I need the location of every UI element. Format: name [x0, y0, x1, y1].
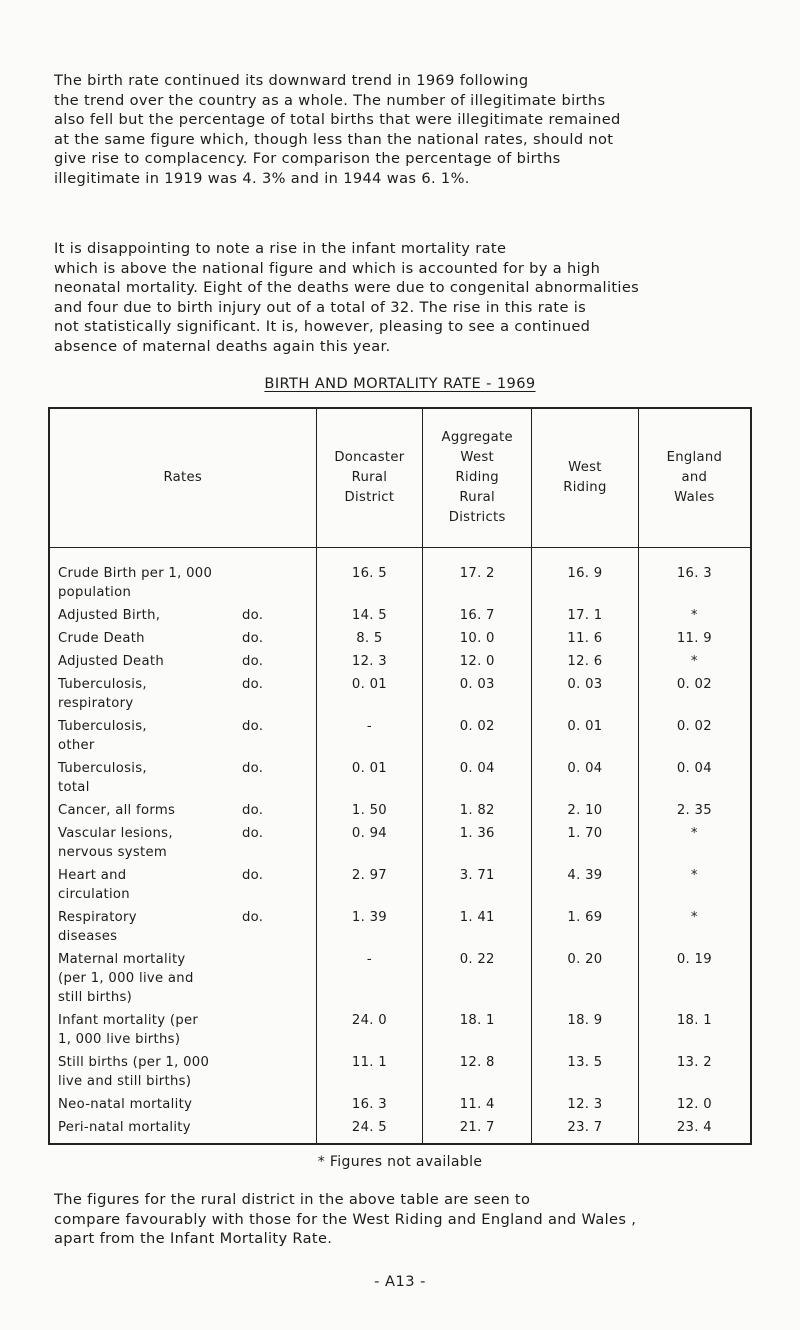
value-england-wales: 0. 04 — [638, 757, 751, 799]
value-doncaster-rural: 0. 01 — [316, 673, 423, 715]
birth-mortality-table — [48, 407, 752, 1145]
table-body — [49, 548, 751, 1145]
value-aggregate-west-riding-rural: 16. 7 — [423, 604, 532, 627]
row-label-line1: Tuberculosis, — [58, 761, 147, 776]
table-row — [49, 627, 751, 650]
value-doncaster-rural: - — [316, 948, 423, 1009]
page-number: - A13 - — [374, 1273, 426, 1290]
header-west-riding: West Riding — [532, 408, 639, 548]
value-doncaster-rural: 16. 3 — [316, 1093, 423, 1116]
row-label-line2: total — [58, 780, 90, 795]
row-label-cell — [49, 673, 316, 715]
row-label-line2: circulation — [58, 887, 130, 902]
table-row — [49, 1093, 751, 1116]
value-west-riding: 18. 9 — [532, 1009, 639, 1051]
value-doncaster-rural: 16. 5 — [316, 548, 423, 605]
intro-paragraph: The birth rate continued its downward trend in 1969 following the trend over the country as a whole. The number of illegitimate births also fell but the percentage of total births that were illegitimate remained at the same figure which, though less than the national rates, should not give rise to complacency. For comparison the percentage of births illegitimate in 1919 was 4. 3% and in 1944 was 6. 1%. — [54, 72, 621, 187]
value-doncaster-rural: 8. 5 — [316, 627, 423, 650]
value-west-riding: 0. 04 — [532, 757, 639, 799]
value-england-wales: 0. 19 — [638, 948, 751, 1009]
row-label-line2: other — [58, 738, 95, 753]
row-label-line1: Adjusted Death — [58, 654, 164, 669]
value-aggregate-west-riding-rural: 18. 1 — [423, 1009, 532, 1051]
value-west-riding: 11. 6 — [532, 627, 639, 650]
table-row — [49, 906, 751, 948]
table-title-wrapper — [0, 375, 800, 392]
value-doncaster-rural: - — [316, 715, 423, 757]
row-label-cell — [49, 1051, 316, 1093]
row-label-line1: Heart and — [58, 868, 127, 883]
value-doncaster-rural: 14. 5 — [316, 604, 423, 627]
row-label-cell — [49, 1116, 316, 1144]
value-west-riding: 12. 6 — [532, 650, 639, 673]
header-aggregate-west-riding-rural-districts: Aggregate West Riding Rural Districts — [423, 408, 532, 548]
row-label-line1: Peri-natal mortality — [58, 1120, 191, 1135]
row-label-line1: Infant mortality (per — [58, 1013, 199, 1028]
row-label-cell — [49, 799, 316, 822]
row-label-cell — [49, 864, 316, 906]
row-label-cell — [49, 948, 316, 1009]
row-label — [58, 801, 312, 820]
ditto-mark: do. — [242, 803, 264, 818]
table-row — [49, 757, 751, 799]
value-england-wales: * — [638, 822, 751, 864]
value-england-wales: 2. 35 — [638, 799, 751, 822]
value-aggregate-west-riding-rural: 17. 2 — [423, 548, 532, 605]
ditto-mark: do. — [242, 654, 264, 669]
value-doncaster-rural: 1. 39 — [316, 906, 423, 948]
row-label-line2: live and still births) — [58, 1074, 192, 1089]
table-row — [49, 715, 751, 757]
ditto-mark: do. — [242, 761, 264, 776]
value-doncaster-rural: 24. 0 — [316, 1009, 423, 1051]
row-label-cell — [49, 604, 316, 627]
row-label-line1: Neo-natal mortality — [58, 1097, 193, 1112]
value-aggregate-west-riding-rural: 12. 0 — [423, 650, 532, 673]
row-label — [58, 606, 312, 625]
table-row — [49, 799, 751, 822]
row-label-cell — [49, 627, 316, 650]
value-england-wales: 11. 9 — [638, 627, 751, 650]
value-west-riding: 23. 7 — [532, 1116, 639, 1144]
value-west-riding: 0. 01 — [532, 715, 639, 757]
value-england-wales: 18. 1 — [638, 1009, 751, 1051]
value-west-riding: 16. 9 — [532, 548, 639, 605]
value-aggregate-west-riding-rural: 1. 36 — [423, 822, 532, 864]
header-doncaster-rural-district: Doncaster Rural District — [316, 408, 423, 548]
conclusion-paragraph: The figures for the rural district in the above table are seen to compare favourably with those for the West Riding and England and Wales , apart from the Infant Mortality Rate. — [54, 1191, 637, 1248]
value-west-riding: 1. 70 — [532, 822, 639, 864]
value-west-riding: 0. 03 — [532, 673, 639, 715]
value-aggregate-west-riding-rural: 21. 7 — [423, 1116, 532, 1144]
value-west-riding: 4. 39 — [532, 864, 639, 906]
row-label — [58, 950, 312, 1007]
row-label-cell — [49, 650, 316, 673]
value-aggregate-west-riding-rural: 10. 0 — [423, 627, 532, 650]
table-row — [49, 673, 751, 715]
table-row — [49, 948, 751, 1009]
row-label-line2: diseases — [58, 929, 118, 944]
table-row — [49, 864, 751, 906]
header-rates: Rates — [49, 408, 316, 548]
ditto-mark: do. — [242, 677, 264, 692]
ditto-mark: do. — [242, 608, 264, 623]
row-label-line1: Tuberculosis, — [58, 677, 147, 692]
value-england-wales: 23. 4 — [638, 1116, 751, 1144]
value-aggregate-west-riding-rural: 0. 04 — [423, 757, 532, 799]
row-label-line2: respiratory — [58, 696, 134, 711]
row-label-line1: Tuberculosis, — [58, 719, 147, 734]
value-aggregate-west-riding-rural: 11. 4 — [423, 1093, 532, 1116]
value-aggregate-west-riding-rural: 0. 22 — [423, 948, 532, 1009]
ditto-mark: do. — [242, 719, 264, 734]
table-row — [49, 822, 751, 864]
row-label-line2: 1, 000 live births) — [58, 1032, 181, 1047]
row-label-cell — [49, 822, 316, 864]
infant-mortality-paragraph: It is disappointing to note a rise in the infant mortality rate which is above the national figure and which is accounted for by a high neonatal mortality. Eight of the deaths were due to congenital abnormalities and four due to birth injury out of a total of 32. The rise in this rate is not statistically significant. It is, however, pleasing to see a continued absence of maternal deaths again this year. — [54, 240, 640, 355]
table-title: BIRTH AND MORTALITY RATE - 1969 — [264, 375, 536, 392]
value-doncaster-rural: 12. 3 — [316, 650, 423, 673]
value-england-wales: 12. 0 — [638, 1093, 751, 1116]
row-label — [58, 675, 312, 713]
value-england-wales: * — [638, 906, 751, 948]
value-doncaster-rural: 24. 5 — [316, 1116, 423, 1144]
ditto-mark: do. — [242, 910, 264, 925]
value-england-wales: 0. 02 — [638, 673, 751, 715]
row-label-line1: Crude Death — [58, 631, 145, 646]
ditto-mark: do. — [242, 631, 264, 646]
value-england-wales: 0. 02 — [638, 715, 751, 757]
value-west-riding: 13. 5 — [532, 1051, 639, 1093]
table-row — [49, 1051, 751, 1093]
value-england-wales: * — [638, 650, 751, 673]
table-row — [49, 1009, 751, 1051]
row-label — [58, 908, 312, 946]
header-england-and-wales: England and Wales — [638, 408, 751, 548]
value-doncaster-rural: 0. 94 — [316, 822, 423, 864]
ditto-mark: do. — [242, 826, 264, 841]
row-label-cell — [49, 1093, 316, 1116]
row-label-line1: Vascular lesions, — [58, 826, 173, 841]
value-doncaster-rural: 11. 1 — [316, 1051, 423, 1093]
row-label — [58, 629, 312, 648]
table-header-row — [49, 408, 751, 548]
value-doncaster-rural: 1. 50 — [316, 799, 423, 822]
row-label-line1: Maternal mortality — [58, 952, 186, 967]
row-label — [58, 564, 312, 602]
row-label-line1: Crude Birth per 1, 000 — [58, 566, 213, 581]
row-label-cell — [49, 715, 316, 757]
row-label — [58, 652, 312, 671]
value-west-riding: 2. 10 — [532, 799, 639, 822]
row-label-line1: Adjusted Birth, — [58, 608, 161, 623]
value-west-riding: 17. 1 — [532, 604, 639, 627]
value-aggregate-west-riding-rural: 12. 8 — [423, 1051, 532, 1093]
row-label — [58, 1095, 312, 1114]
table-row — [49, 1116, 751, 1144]
row-label-line2: nervous system — [58, 845, 168, 860]
row-label-cell — [49, 548, 316, 605]
value-aggregate-west-riding-rural: 1. 82 — [423, 799, 532, 822]
row-label-line1: Still births (per 1, 000 — [58, 1055, 210, 1070]
value-aggregate-west-riding-rural: 3. 71 — [423, 864, 532, 906]
row-label-line1: Cancer, all forms — [58, 803, 176, 818]
row-label-cell — [49, 757, 316, 799]
row-label — [58, 1118, 312, 1137]
row-label — [58, 717, 312, 755]
row-label-line1: Respiratory — [58, 910, 137, 925]
ditto-mark: do. — [242, 868, 264, 883]
value-doncaster-rural: 2. 97 — [316, 864, 423, 906]
value-west-riding: 0. 20 — [532, 948, 639, 1009]
row-label-cell — [49, 906, 316, 948]
value-england-wales: 13. 2 — [638, 1051, 751, 1093]
row-label-cell — [49, 1009, 316, 1051]
value-england-wales: 16. 3 — [638, 548, 751, 605]
value-england-wales: * — [638, 604, 751, 627]
value-west-riding: 12. 3 — [532, 1093, 639, 1116]
row-label — [58, 759, 312, 797]
footnote: * Figures not available — [317, 1154, 483, 1170]
value-england-wales: * — [638, 864, 751, 906]
table-row — [49, 548, 751, 605]
row-label-line2: (per 1, 000 live and still births) — [58, 971, 194, 1005]
value-aggregate-west-riding-rural: 1. 41 — [423, 906, 532, 948]
value-west-riding: 1. 69 — [532, 906, 639, 948]
row-label — [58, 1053, 312, 1091]
row-label-line2: population — [58, 585, 132, 600]
row-label — [58, 1011, 312, 1049]
table-row — [49, 650, 751, 673]
value-aggregate-west-riding-rural: 0. 02 — [423, 715, 532, 757]
value-doncaster-rural: 0. 01 — [316, 757, 423, 799]
table-row — [49, 604, 751, 627]
value-aggregate-west-riding-rural: 0. 03 — [423, 673, 532, 715]
row-label — [58, 824, 312, 862]
row-label — [58, 866, 312, 904]
